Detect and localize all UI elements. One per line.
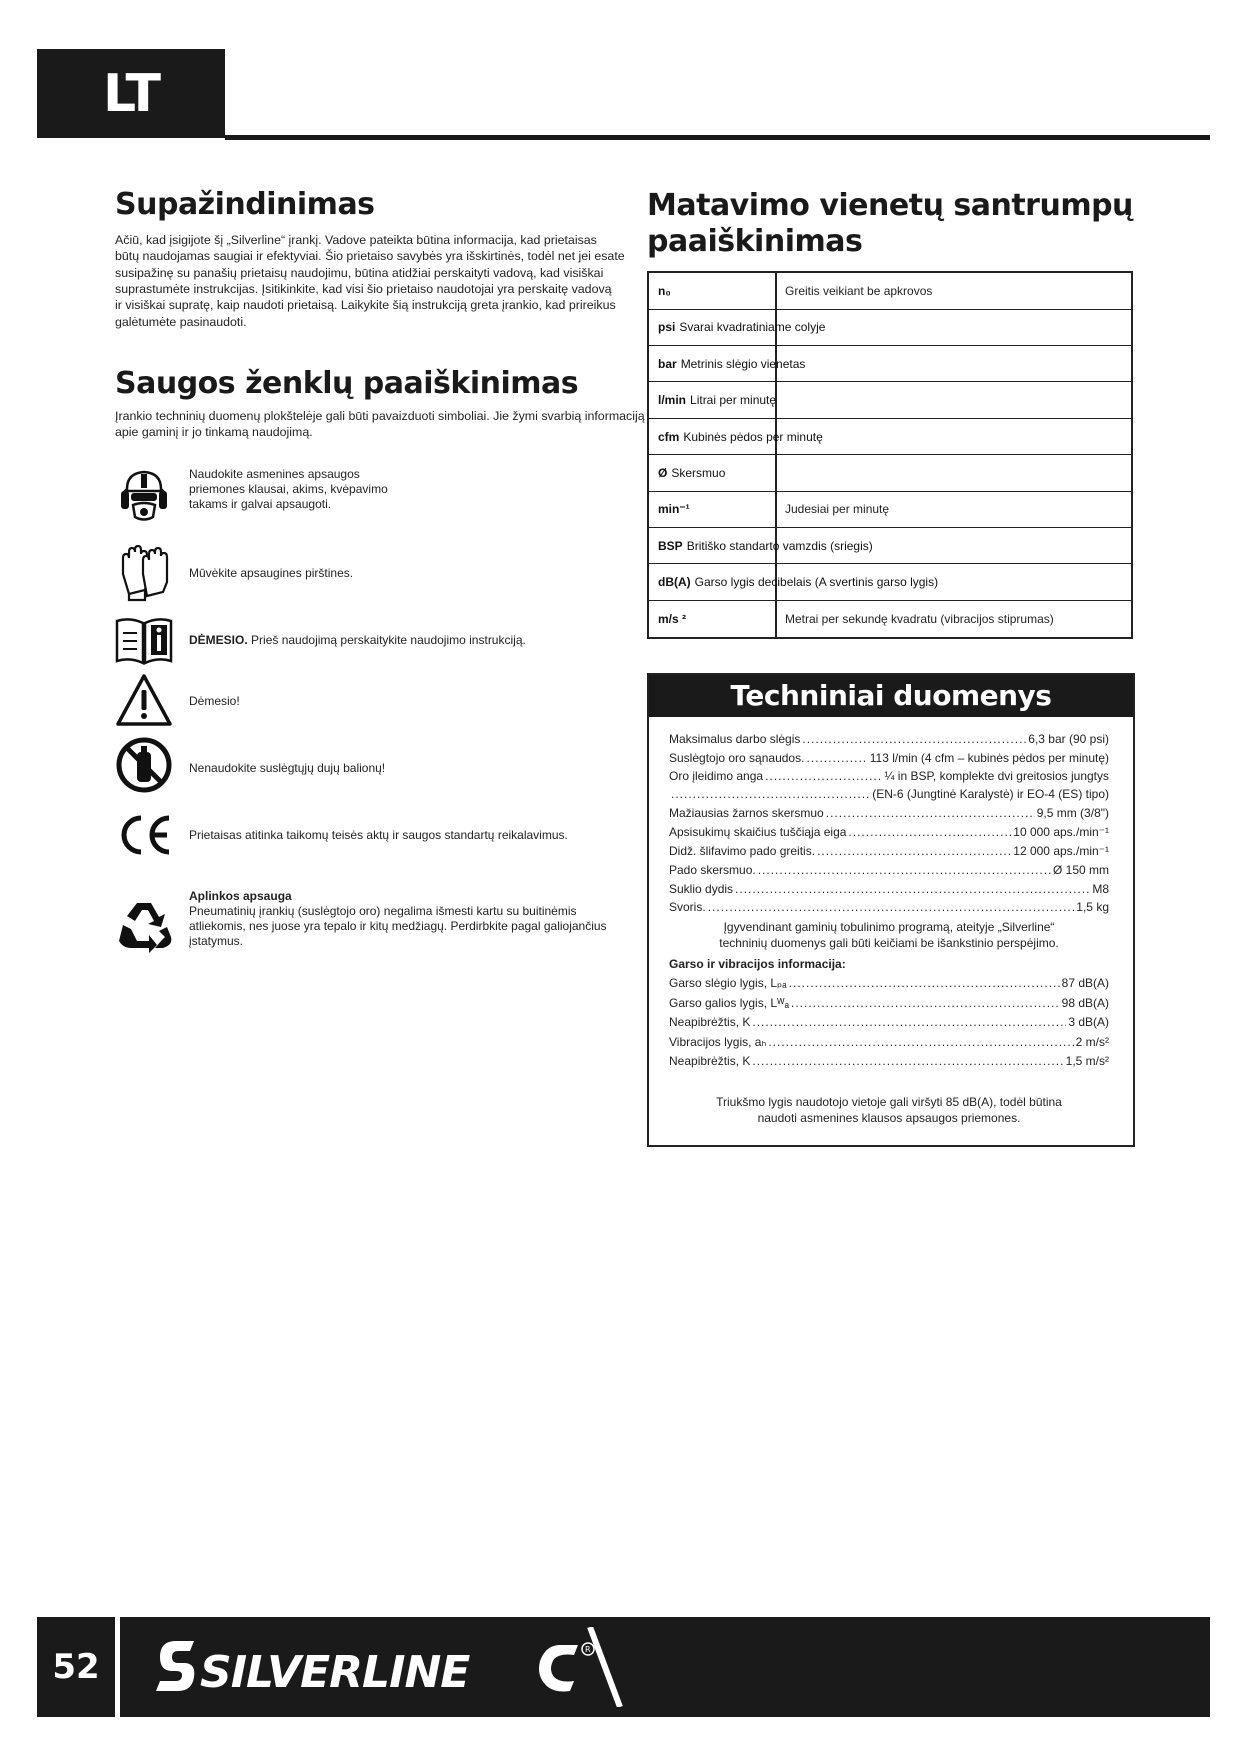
- symbol-text: Naudokite asmenines apsaugos priemones klausai, akims, kvėpavimo takams ir galvai apsaugoti.: [189, 467, 388, 511]
- safety-title: Saugos ženklų paaiškinimas: [115, 366, 579, 401]
- abbreviation-row: [649, 528, 1131, 565]
- symbol-text: Prietaisas atitinka taikomų teisės aktų ir saugos standartų reikalavimus.: [189, 828, 568, 842]
- spec-leader: [708, 900, 1075, 915]
- abbreviation-cell: [658, 346, 805, 382]
- abbreviation-row: [649, 309, 1131, 346]
- sound-vibration-title: Garso ir vibracijos informacija:: [669, 957, 846, 971]
- sound-line: [669, 1035, 1109, 1050]
- abbreviation-row: [649, 491, 1131, 528]
- abbreviation-row: [649, 273, 1131, 310]
- spec-line: [669, 806, 1109, 821]
- intro-line: galėtumėte pasinaudoti.: [115, 314, 247, 329]
- language-tab: [37, 49, 225, 138]
- sound-line: [669, 976, 1109, 991]
- sound-value: 1,5 m/s²: [1065, 1054, 1109, 1068]
- abbreviation-table: [647, 271, 1133, 639]
- abbreviation-symbol: Ø: [658, 466, 668, 480]
- intro-line: būtų naudojamas saugiai ir efektyviai. Šio prietaiso savybės yra išskirtinės, todėl net jei esate: [115, 249, 625, 264]
- read-manual-icon: [115, 611, 173, 669]
- sound-label: Neapibrėžtis, K: [669, 1015, 751, 1029]
- abbreviation-description: Skersmuo: [671, 466, 726, 480]
- spec-leader: [789, 976, 1060, 991]
- sound-value: 2 m/s²: [1075, 1034, 1109, 1049]
- tech-header: [649, 675, 1133, 717]
- intro-line: suprastumėte instrukcijas. Įsitikinkite, kad visi šio prietaiso naudotojai yra perskaitę vadovą: [115, 281, 612, 296]
- spec-leader: [826, 806, 1035, 821]
- abbreviation-cell: [658, 564, 938, 600]
- spec-line: [669, 751, 1109, 766]
- spec-label: Suslėgtojo oro sąnaudos.: [669, 750, 805, 765]
- abbreviation-symbol: psi: [658, 320, 676, 335]
- safety-line: Įrankio techninių duomenų plokštelėje gali būti pavaizduoti simboliai. Jie žymi svarbią informaciją: [115, 409, 645, 423]
- abbreviation-description: Judesiai per minutę: [785, 502, 890, 517]
- symbol-text: Aplinkos apsauga Pneumatinių įrankių (suslėgtojo oro) negalima išmesti kartu su buitinėmis atliekomis, nes juose yra tepalo ir kitų medžiagų. Perdirbkite pagal galiojančius įstatymus.: [189, 889, 607, 948]
- abbreviation-cell: [658, 528, 873, 564]
- intro-line: Ačiū, kad įsigijote šį „Silverline“ įrankį. Vadove pateikta būtina informacija, kad prietaisas: [115, 233, 597, 247]
- symbol-text: Dėmesio!: [189, 694, 240, 708]
- spec-label: Suklio dydis: [669, 882, 734, 896]
- abbreviation-cell: [658, 419, 823, 455]
- abbreviation-symbol: dB(A): [658, 575, 691, 590]
- spec-leader: [752, 1015, 1066, 1030]
- abbreviation-row: [649, 419, 1131, 456]
- abbreviation-description: Svarai kvadratiniame colyje: [679, 320, 826, 335]
- units-title: Matavimo vienetų santrumpų paaiškinimas: [647, 188, 1133, 259]
- spec-note: Įgyvendinant gaminių tobulinimo programą, ateityje „Silverline“: [723, 920, 1055, 934]
- spec-leader: [671, 787, 870, 802]
- spec-leader: [768, 1035, 1073, 1050]
- abbreviation-description: Garso lygis decibelais (A svertinis garso lygis): [694, 575, 939, 590]
- spec-value: (EN-6 (Jungtinė Karalystė) ir EO-4 (ES) tipo): [872, 786, 1109, 801]
- abbreviation-symbol: BSP: [658, 538, 683, 553]
- language-code: LT: [103, 63, 159, 124]
- spec-value: Ø 150 mm: [1052, 863, 1109, 877]
- spec-value: 9,5 mm (3/8"): [1036, 806, 1109, 820]
- gloves-icon: [115, 544, 173, 602]
- spec-leader: [802, 732, 1026, 747]
- spec-value: ¼ in BSP, komplekte dvi greitosios jungtys: [884, 769, 1109, 783]
- footer-separator: [115, 1617, 120, 1717]
- abbreviation-row: [649, 455, 1131, 492]
- spec-label: Oro įleidimo anga: [669, 769, 764, 783]
- spec-note: techninių duomenys gali būti keičiami be išankstinio perspėjimo.: [719, 936, 1059, 950]
- ce-mark-icon: [115, 806, 173, 864]
- symbol-text: DĖMESIO. Prieš naudojimą perskaitykite naudojimo instrukciją.: [189, 633, 526, 647]
- abbreviation-cell: [658, 455, 725, 491]
- recycling-icon: [115, 897, 173, 955]
- spec-label: Pado skersmuo.: [669, 863, 756, 877]
- symbol-text: Nenaudokite suslėgtųjų dujų balionų!: [189, 761, 386, 775]
- spec-label: Didž. šlifavimo pado greitis.: [669, 844, 816, 858]
- abbreviation-symbol: n₀: [658, 284, 671, 298]
- sound-line: [669, 1054, 1109, 1069]
- spec-label: Apsisukimų skaičius tuščiąja eiga: [669, 825, 847, 839]
- abbreviation-cell: [658, 309, 825, 345]
- sound-value: 87 dB(A): [1061, 976, 1109, 990]
- abbreviation-row: [649, 564, 1131, 601]
- spec-value: M8: [1092, 882, 1109, 896]
- spec-leader: [806, 751, 867, 766]
- sound-label: Garso slėgio lygis, Lₚₐ: [669, 976, 787, 990]
- noise-warning: naudoti asmenines klausos apsaugos priemones.: [757, 1111, 1021, 1125]
- spec-line: [669, 882, 1109, 897]
- spec-value: 113 l/min (4 cfm – kubinės pėdos per minutę): [869, 750, 1109, 765]
- abbreviation-symbol: min⁻¹: [658, 502, 690, 517]
- abbreviation-symbol: bar: [658, 356, 677, 371]
- abbreviation-description: Greitis veikiant be apkrovos: [785, 284, 933, 298]
- noise-warning: Triukšmo lygis naudotojo vietoje gali viršyti 85 dB(A), todėl būtina: [716, 1095, 1062, 1109]
- spec-line: [669, 825, 1109, 840]
- abbreviation-symbol: m/s ²: [658, 611, 687, 626]
- spec-line: [669, 787, 1109, 802]
- tech-title: Techniniai duomenys: [730, 678, 1052, 712]
- spec-label: Mažiausias žarnos skersmuo: [669, 806, 824, 820]
- spec-label: Svoris.: [669, 900, 706, 914]
- spec-line: [669, 844, 1109, 859]
- sound-label: Garso galios lygis, Lᵂₐ: [669, 995, 789, 1010]
- sound-line: [669, 996, 1109, 1011]
- protective-gear-icon: [115, 467, 173, 525]
- spec-line: [669, 732, 1109, 747]
- silverline-logo: [150, 1627, 630, 1707]
- safety-line: apie gaminį ir jo tinkamą naudojimą.: [115, 425, 313, 439]
- spec-label: Maksimalus darbo slėgis: [669, 732, 801, 746]
- technical-data-box: [647, 673, 1135, 1147]
- abbreviation-row: [649, 382, 1131, 419]
- sound-label: Neapibrėžtis, K: [669, 1054, 751, 1068]
- spec-leader: [735, 882, 1090, 897]
- spec-leader: [817, 844, 1011, 859]
- warning-triangle-icon: [115, 672, 173, 730]
- spec-line: [669, 900, 1109, 915]
- spec-leader: [758, 863, 1051, 878]
- spec-value: 6,3 bar (90 psi): [1028, 732, 1109, 746]
- spec-line: [669, 769, 1109, 784]
- page-number: 52: [52, 1647, 100, 1687]
- spec-value: 10 000 aps./min⁻¹: [1013, 825, 1109, 839]
- abbreviation-description: Metrinis slėgio vienetas: [680, 356, 806, 371]
- intro-line: ir visiškai supratę, kaip naudoti prietaisą. Laikykite šią instrukciją greta įrankio, kad prireikus: [115, 298, 616, 313]
- abbreviation-description: Britiško standarto vamzdis (sriegis): [686, 538, 873, 553]
- svg-text:R: R: [585, 1645, 591, 1654]
- spec-leader: [848, 825, 1011, 840]
- abbreviation-symbol: l/min: [658, 393, 687, 408]
- header-rule: [225, 135, 1210, 140]
- spec-leader: [791, 996, 1060, 1011]
- spec-line: [669, 863, 1109, 878]
- spec-value: 12 000 aps./min⁻¹: [1013, 844, 1109, 858]
- sound-value: 3 dB(A): [1068, 1015, 1109, 1029]
- abbreviation-row: [649, 601, 1131, 638]
- abbreviation-description: Litrai per minutę: [690, 393, 777, 408]
- abbreviation-description: Kubinės pėdos per minutę: [683, 429, 823, 444]
- sound-label: Vibracijos lygis, aₕ: [669, 1034, 767, 1049]
- intro-line: susipažinę su panašių prietaisų naudojimu, būtina atidžiai perskaityti vadovą, kad visiškai: [115, 265, 604, 280]
- sound-line: [669, 1015, 1109, 1030]
- sound-value: 98 dB(A): [1061, 995, 1109, 1010]
- spec-leader: [752, 1054, 1063, 1069]
- abbreviation-symbol: cfm: [658, 429, 680, 444]
- abbreviation-cell: [658, 382, 776, 418]
- intro-title: Supažindinimas: [115, 187, 375, 222]
- brand-name: SILVERLINE: [200, 1647, 470, 1698]
- spec-leader: [765, 769, 882, 784]
- no-gas-cylinder-icon: [115, 736, 173, 794]
- abbreviation-description: Metrai per sekundę kvadratu (vibracijos stiprumas): [785, 611, 1054, 626]
- symbol-text: Mūvėkite apsaugines pirštines.: [189, 566, 354, 580]
- abbreviation-row: [649, 346, 1131, 383]
- spec-value: 1,5 kg: [1076, 900, 1109, 914]
